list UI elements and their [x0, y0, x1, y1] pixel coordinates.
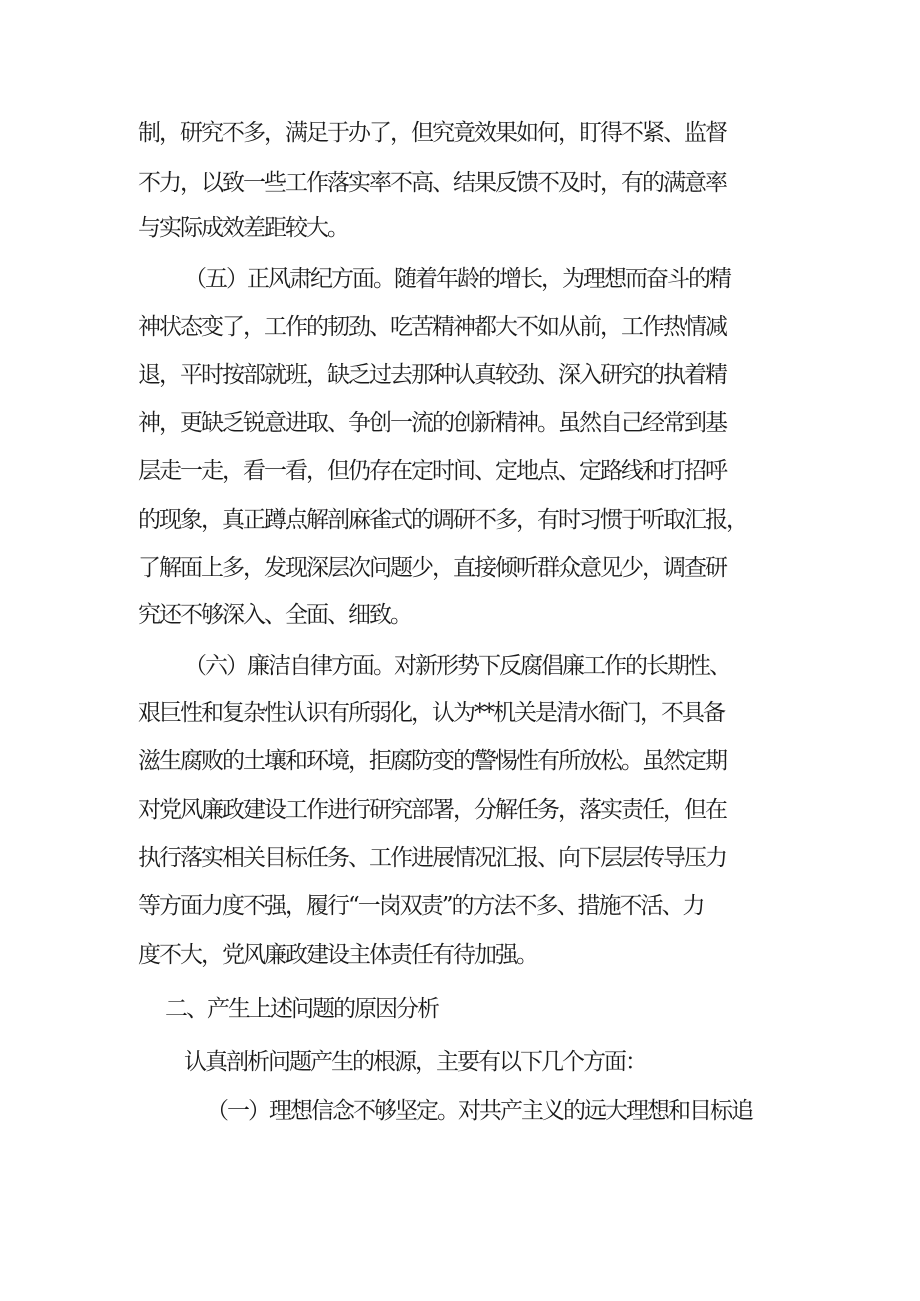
- paragraph-heading-one: （一）理想信念不够坚定。对共产主义的远大理想和目标追: [206, 1098, 752, 1124]
- text-line: 的现象，真正蹲点解剖麻雀式的调研不多，有时习惯于听取汇报，: [138, 507, 747, 533]
- text-line: 对党风廉政建设工作进行研究部署，分解任务，落实责任，但在: [138, 797, 726, 823]
- paragraph-heading-six: （六）廉洁自律方面。对新形势下反腐倡廉工作的长期性、: [184, 653, 730, 679]
- text-line: 执行落实相关目标任务、工作进展情况汇报、向下层层传导压力: [138, 845, 726, 871]
- text-line: 神，更缺乏锐意进取、争创一流的创新精神。虽然自己经常到基: [138, 410, 726, 436]
- text-line: 滋生腐败的土壤和环境，拒腐防变的警惕性有所放松。虽然定期: [138, 748, 726, 774]
- text-line: 了解面上多，发现深层次问题少，直接倾听群众意见少，调查研: [138, 555, 726, 581]
- text-line: 等方面力度不强，履行“一岗双责”的方法不多、措施不活、力: [138, 893, 704, 919]
- text-line: 层走一走，看一看，但仍存在定时间、定地点、定路线和打招呼: [138, 458, 726, 484]
- section-heading: 二、产生上述问题的原因分析: [165, 996, 438, 1022]
- text-line: 制，研究不多，满足于办了，但究竟效果如何，盯得不紧、监督: [138, 120, 726, 146]
- text-line: 度不大，党风廉政建设主体责任有待加强。: [138, 942, 537, 968]
- text-line: 神状态变了，工作的韧劲、吃苦精神都大不如从前，工作热情减: [138, 314, 726, 340]
- paragraph-heading-five: （五）正风肃纪方面。随着年龄的增长，为理想而奋斗的精: [184, 266, 730, 292]
- text-line: 与实际成效差距较大。: [138, 215, 348, 241]
- text-line: 艰巨性和复杂性认识有所弱化，认为**机关是清水衙门，不具备: [138, 700, 724, 726]
- text-line: 不力，以致一些工作落实率不高、结果反馈不及时，有的满意率: [138, 170, 726, 196]
- text-line: 究还不够深入、全面、细致。: [138, 602, 411, 628]
- text-line: 退，平时按部就班，缺乏过去那种认真较劲、深入研究的执着精: [138, 362, 726, 388]
- text-line: 认真剖析问题产生的根源，主要有以下几个方面：: [184, 1049, 646, 1075]
